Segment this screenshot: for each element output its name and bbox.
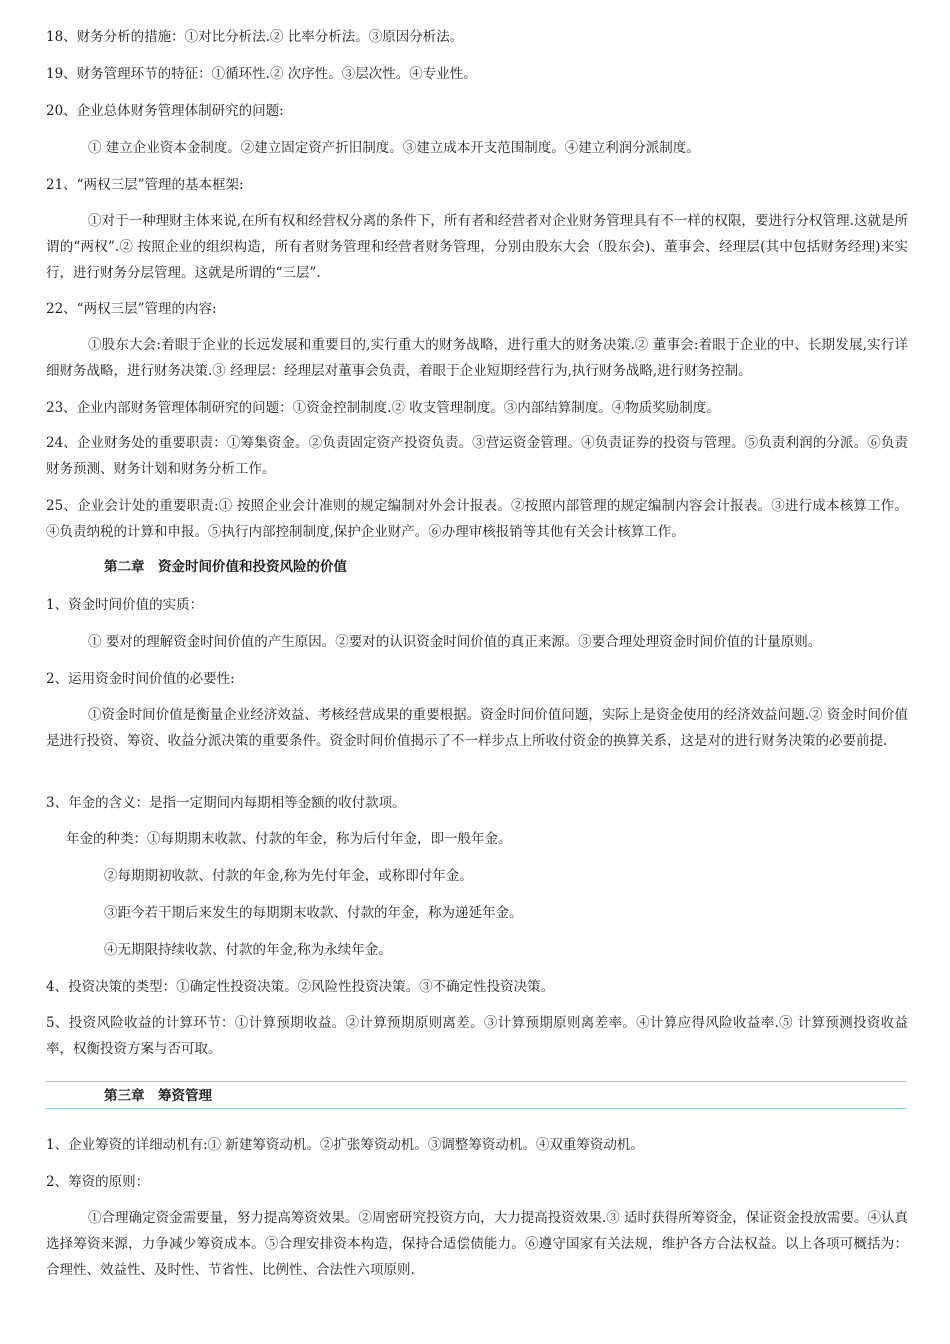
- item-22-detail: ①股东大会:着眼于企业的长远发展和重要目的,实行重大的财务战略，进行重大的财务决策.② 董事会:着眼于企业的中、长期发展,实行详细财务战略，进行财务决策.③ 经理层：经理层对董事会负责，着眼于企业短期经营行为,执行财务战略,进行财务控制。: [46, 337, 908, 379]
- ch2-item-5: 5、投资风险收益的计算环节：①计算预期收益。②计算预期原则离差。③计算预期原则离差率。④计算应得风险收益率.⑤ 计算预测投资收益率，权衡投资方案与否可取。: [46, 1015, 908, 1057]
- item-20: 20、企业总体财务管理体制研究的问题:: [46, 103, 284, 119]
- chapter-3-title: 第三章 筹资管理: [104, 1088, 212, 1104]
- item-21-detail: ①对于一种理财主体来说,在所有权和经营权分离的条件下，所有者和经营者对企业财务管理具有不一样的权限，要进行分权管理.这就是所谓的“两权”.② 按照企业的组织构造，所有者财务管理和经营者财务管理，分别由股东大会（股东会)、董事会、经理层(其中包括财务经理)来实行，进行财务分层管理。这就是所谓的“三层”.: [46, 213, 908, 281]
- item-21: 21、“两权三层”管理的基本框架:: [46, 177, 244, 193]
- ch2-item-4: 4、投资决策的类型：①确定性投资决策。②风险性投资决策。③不确定性投资决策。: [46, 979, 555, 995]
- ch2-item-3-types: 年金的种类：①每期期末收款、付款的年金，称为后付年金，即一般年金。: [66, 831, 512, 847]
- chapter-2-title: 第二章 资金时间价值和投资风险的价值: [104, 559, 347, 575]
- ch2-item-3: 3、年金的含义：是指一定期间内每期相等金额的收付款项。: [46, 795, 406, 811]
- chapter-3-bottom-rule: [46, 1108, 906, 1109]
- item-18: 18、财务分析的措施：①对比分析法.② 比率分析法。③原因分析法。: [46, 29, 464, 45]
- ch3-item-2-detail: ①合理确定资金需要量，努力提高筹资效果。②周密研究投资方向，大力提高投资效果.③ 适时获得所筹资金，保证资金投放需要。④认真选择筹资来源，力争减少筹资成本。⑤合理安排资本构造，保持合适偿债能力。⑥遵守国家有关法规，维护各方合法权益。以上各项可概括为：合理性、效益性、及时性、节省性、比例性、合法性六项原则.: [46, 1210, 908, 1278]
- ch2-item-2: 2、运用资金时间价值的必要性:: [46, 671, 235, 687]
- item-20-detail: ① 建立企业资本金制度。②建立固定资产折旧制度。③建立成本开支范围制度。④建立利润分派制度。: [88, 140, 700, 156]
- ch2-item-3-type-3: ③距今若干期后来发生的每期期末收款、付款的年金，称为递延年金。: [104, 905, 523, 921]
- ch2-item-2-detail: ①资金时间价值是衡量企业经济效益、考核经营成果的重要根据。资金时间价值问题，实际上是资金使用的经济效益问题.② 资金时间价值是进行投资、筹资、收益分派决策的重要条件。资金时间价值揭示了不一样步点上所收付资金的换算关系，这是对的进行财务决策的必要前提.: [46, 707, 908, 749]
- item-22: 22、“两权三层”管理的内容:: [46, 301, 217, 317]
- ch3-item-2: 2、筹资的原则：: [46, 1174, 150, 1190]
- item-24: 24、企业财务处的重要职责：①筹集资金。②负责固定资产投资负责。③营运资金管理。④负责证券的投资与管理。⑤负责利润的分派。⑥负责财务预测、财务计划和财务分析工作。: [46, 435, 908, 477]
- ch2-item-3-type-2: ②每期期初收款、付款的年金,称为先付年金，或称即付年金。: [104, 868, 473, 884]
- ch2-item-1: 1、资金时间价值的实质：: [46, 597, 204, 613]
- ch2-item-3-type-4: ④无期限持续收款、付款的年金,称为永续年金。: [104, 942, 392, 958]
- item-19: 19、财务管理环节的特征：①循环性.② 次序性。③层次性。④专业性。: [46, 66, 477, 82]
- item-25: 25、企业会计处的重要职责:① 按照企业会计准则的规定编制对外会计报表。②按照内部管理的规定编制内容会计报表。③进行成本核算工作。④负责纳税的计算和申报。⑤执行内部控制制度,保护企业财产。⑥办理审核报销等其他有关会计核算工作。: [46, 498, 908, 540]
- chapter-3-top-rule: [46, 1081, 906, 1082]
- ch2-item-1-detail: ① 要对的理解资金时间价值的产生原因。②要对的认识资金时间价值的真正来源。③要合理处理资金时间价值的计量原则。: [88, 634, 822, 650]
- ch3-item-1: 1、企业筹资的详细动机有:① 新建筹资动机。②扩张筹资动机。③调整筹资动机。④双重筹资动机。: [46, 1137, 644, 1153]
- item-23: 23、企业内部财务管理体制研究的问题：①资金控制制度.② 收支管理制度。③内部结算制度。④物质奖励制度。: [46, 400, 720, 416]
